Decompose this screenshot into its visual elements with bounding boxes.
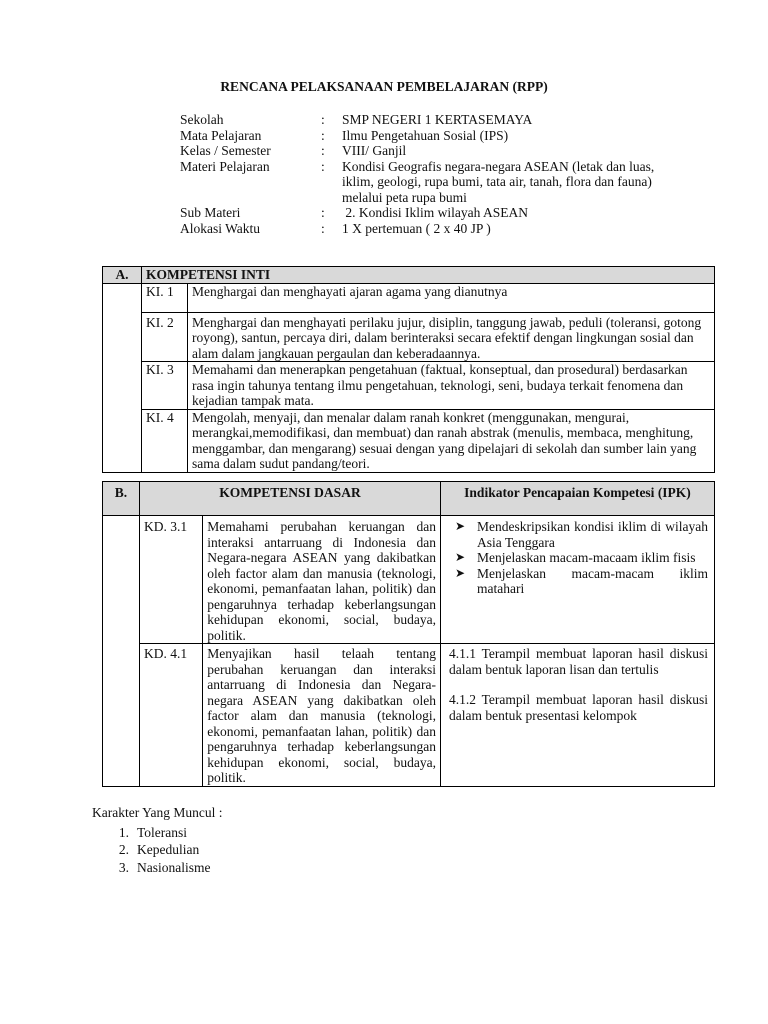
kd-text: Memahami perubahan keruangan dan interaksi antarruang di Indonesia dan Negara-negara ASEAN yang dakibatkan oleh factor alam dan manusia (teknologi, ekonomi, pemanfaatan lahan, politik) dan pengaruhnya terhadap keberlangsungan kehidupan ekonomi, social, budaya, politik. xyxy=(203,516,441,644)
ipk-item: 4.1.2 Terampil membuat laporan hasil diskusi dalam bentuk presentasi kelompok xyxy=(449,692,708,723)
meta-row-kelas xyxy=(180,143,662,159)
ki-text: Memahami dan menerapkan pengetahuan (faktual, konseptual, dan prosedural) berdasarkan rasa ingin tahunya tentang ilmu pengetahuan, teknologi, seni, budaya terkait fenomena dan kejadian tampak mata. xyxy=(188,362,715,410)
meta-key: Alokasi Waktu xyxy=(180,220,261,236)
meta-value: SMP NEGERI 1 KERTASEMAYA xyxy=(342,112,533,127)
karakter-item: Kepedulian xyxy=(137,842,200,857)
kompetensi-dasar-table xyxy=(102,481,715,787)
ipk-item: Menjelaskan macam-macaam iklim fisis xyxy=(477,550,696,565)
kd-header-row xyxy=(103,482,715,516)
table-row xyxy=(103,644,715,787)
ipk-cell xyxy=(441,644,715,787)
meta-row-submateri xyxy=(180,205,662,221)
arrow-bullet-icon: ➤ xyxy=(455,550,466,564)
section-letter: B. xyxy=(103,482,140,516)
list-item xyxy=(455,550,708,566)
arrow-bullet-icon: ➤ xyxy=(455,519,466,533)
karakter-list xyxy=(92,825,222,876)
section-letter: A. xyxy=(103,267,142,284)
meta-row-alokasi xyxy=(180,221,662,237)
ki-code: KI. 2 xyxy=(142,312,188,362)
meta-key: Sub Materi xyxy=(180,205,241,220)
identity-block xyxy=(180,112,662,236)
list-number: 1. xyxy=(118,824,129,840)
meta-key: Kelas / Semester xyxy=(180,143,271,158)
meta-key: Materi Pelajaran xyxy=(180,158,270,174)
ki-text: Menghargai dan menghayati ajaran agama yang dianutnya xyxy=(188,283,715,312)
table-row xyxy=(103,409,715,472)
meta-row-mapel xyxy=(180,128,662,144)
ipk-item: Menjelaskan macam-macam iklim matahari xyxy=(477,565,708,596)
meta-colon: : xyxy=(321,112,325,127)
table-row xyxy=(103,312,715,362)
ipk-item: Mendeskripsikan kondisi iklim di wilayah Asia Tenggara xyxy=(477,519,708,550)
kd-heading: KOMPETENSI DASAR xyxy=(140,482,441,516)
kd-text: Menyajikan hasil telaah tentang perubahan keruangan dan interaksi antarruang di Indonesia dan Negara-negara ASEAN yang dakibatkan oleh factor alam dan manusia (teknologi, ekonomi, pemanfaatan lahan, politik) dan pengaruhnya terhadap keberlangsungan kehidupan ekonomi, social, budaya, politik. xyxy=(203,644,441,787)
ipk-cell xyxy=(441,516,715,644)
kompetensi-inti-table xyxy=(102,266,715,473)
list-item xyxy=(92,860,222,876)
meta-row-materi xyxy=(180,159,662,206)
ki-code: KI. 4 xyxy=(142,409,188,472)
kd-code: KD. 3.1 xyxy=(140,516,203,644)
ki-text: Menghargai dan menghayati perilaku jujur, disiplin, tanggung jawab, peduli (toleransi, gotong royong), santun, percaya diri, dalam berinteraksi secara efektif dengan lingkungan sosial dan alam dalam jangkauan pergaulan dan keberadaannya. xyxy=(188,312,715,362)
ki-heading: KOMPETENSI INTI xyxy=(142,267,715,284)
karakter-section xyxy=(92,805,222,877)
meta-colon: : xyxy=(321,143,325,158)
ki-header-row xyxy=(103,267,715,284)
meta-colon: : xyxy=(321,127,325,143)
table-row xyxy=(103,362,715,410)
ki-text: Mengolah, menyaji, dan menalar dalam ranah konkret (menggunakan, mengurai, merangkai,memodifikasi, dan membuat) dan ranah abstrak (menulis, membaca, menghitung, menggambar, dan mengarang) sesuai dengan yang dipelajari di sekolah dan sumber lain yang sama dalam sudut pandang/teori. xyxy=(188,409,715,472)
blank-cell xyxy=(103,516,140,787)
arrow-bullet-icon: ➤ xyxy=(455,565,466,580)
table-row xyxy=(103,516,715,644)
karakter-heading: Karakter Yang Muncul : xyxy=(92,805,223,820)
ki-code: KI. 3 xyxy=(142,362,188,410)
document-title: RENCANA PELAKSANAAN PEMBELAJARAN (RPP) xyxy=(220,79,548,94)
list-number: 2. xyxy=(118,842,129,857)
meta-key: Sekolah xyxy=(180,112,224,127)
ki-code: KI. 1 xyxy=(142,283,188,312)
kd-code: KD. 4.1 xyxy=(140,644,203,787)
list-item xyxy=(92,825,222,841)
meta-colon: : xyxy=(321,158,325,174)
meta-value: 2. Kondisi Iklim wilayah ASEAN xyxy=(342,205,528,220)
table-row xyxy=(103,283,715,312)
meta-value: Kondisi Geografis negara-negara ASEAN (letak dan luas, iklim, geologi, rupa bumi, tata air, tanah, flora dan fauna) melalui peta rupa bumi xyxy=(342,158,655,205)
meta-colon: : xyxy=(321,220,325,236)
meta-value: VIII/ Ganjil xyxy=(342,143,407,158)
meta-row-sekolah xyxy=(180,112,662,128)
list-item xyxy=(92,842,222,858)
list-item xyxy=(455,566,708,597)
karakter-item: Toleransi xyxy=(137,824,188,840)
ipk-list xyxy=(455,519,708,597)
blank-cell xyxy=(103,283,142,472)
ipk-item: 4.1.1 Terampil membuat laporan hasil diskusi dalam bentuk laporan lisan dan tertulis xyxy=(449,646,708,677)
list-item xyxy=(455,519,708,550)
karakter-item: Nasionalisme xyxy=(137,859,211,875)
meta-value: Ilmu Pengetahuan Sosial (IPS) xyxy=(342,127,509,143)
list-number: 3. xyxy=(118,859,129,875)
ipk-heading: Indikator Pencapaian Kompetesi (IPK) xyxy=(441,482,715,516)
meta-value: 1 X pertemuan ( 2 x 40 JP ) xyxy=(342,220,491,236)
meta-key: Mata Pelajaran xyxy=(180,127,262,143)
meta-colon: : xyxy=(321,205,325,220)
